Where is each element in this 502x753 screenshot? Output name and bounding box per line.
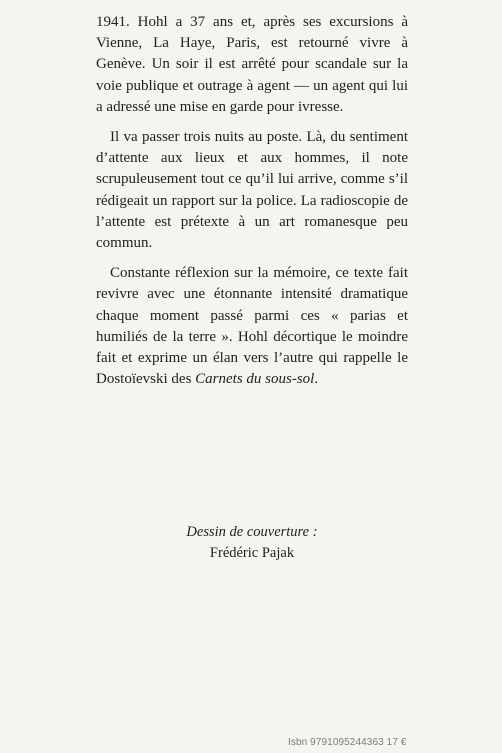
paragraph-3 [96, 263, 408, 390]
paragraph-1: 1941. Hohl a 37 ans et, après ses excursions à Vienne, La Haye, Paris, est retourné vivre à Genève. Un soir il est arrêté pour scandale sur la voie publique et outrage à agent — un agent qui lui a adressé une mise en garde pour ivresse. [96, 14, 408, 115]
cover-credit-label: Dessin de couverture : [186, 524, 318, 540]
isbn-price-text: Isbn 9791095244363 17 € [288, 737, 407, 748]
paragraph-2: Il va passer trois nuits au poste. Là, du sentiment d’attente aux lieux et aux hommes, il note scrupuleusement tout ce qu’il lui arrive, comme s’il rédigeait un rapport sur la police. La radioscopie de l’attente est prétexte à un art romanesque peu commun. [96, 129, 408, 252]
back-cover-text [96, 12, 408, 390]
cover-credit-name: Frédéric Pajak [209, 545, 295, 561]
paragraph-3-ending: . [314, 371, 319, 388]
paragraph-3-main-text: Constante réflexion sur la mémoire, ce texte fait revivre avec une étonnante intensité dramatique chaque moment passé parmi ces « parias et humiliés de la terre ». Hohl décortique le moindre fait et exprime un élan vers l’autre qui rappelle le Dostoïevski des [96, 265, 408, 388]
book-title-italic: Carnets du sous-sol [195, 371, 315, 388]
cover-credit [96, 522, 408, 564]
bottom-footer [96, 737, 456, 751]
